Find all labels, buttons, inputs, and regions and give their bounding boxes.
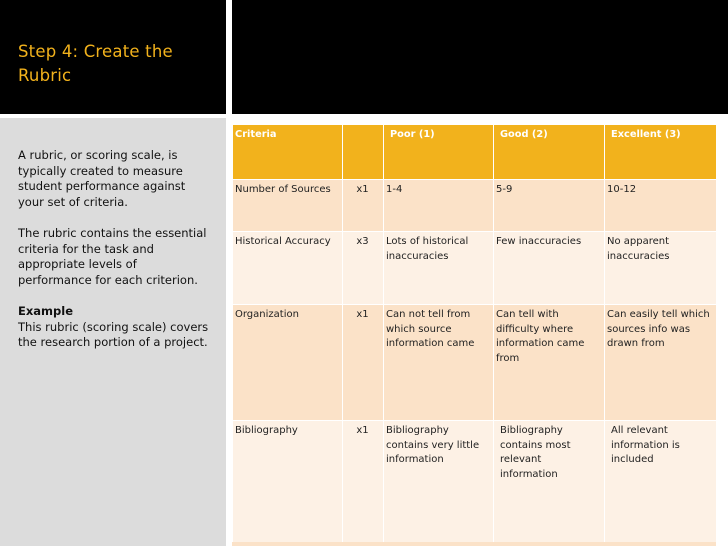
table-header-row	[233, 125, 717, 180]
header-multiplier	[343, 125, 384, 180]
criterion-cell: Bibliography	[233, 421, 343, 544]
good-cell: Bibliography contains most relevant information	[494, 421, 605, 544]
rubric-table	[232, 124, 717, 544]
criterion-cell: Historical Accuracy	[233, 232, 343, 305]
table-bottom-strip	[232, 542, 716, 546]
header-excellent: Excellent (3)	[605, 125, 717, 180]
poor-cell: Can not tell from which source information came	[384, 305, 494, 421]
header-poor: Poor (1)	[384, 125, 494, 180]
table-row	[233, 180, 717, 232]
body-text	[18, 148, 214, 351]
multiplier-cell: x1	[343, 180, 384, 232]
example-text: This rubric (scoring scale) covers the research portion of a project.	[18, 319, 209, 350]
slide-title: Step 4: Create the Rubric	[18, 42, 173, 85]
excellent-cell: No apparent inaccuracies	[605, 232, 717, 305]
header-good: Good (2)	[494, 125, 605, 180]
left-text-panel	[0, 118, 226, 546]
multiplier-cell: x3	[343, 232, 384, 305]
top-right-block	[232, 0, 728, 114]
example-heading: Example	[18, 303, 73, 318]
poor-cell: Lots of historical inaccuracies	[384, 232, 494, 305]
good-cell: Few inaccuracies	[494, 232, 605, 305]
rubric-panel	[232, 118, 728, 546]
excellent-cell: 10-12	[605, 180, 717, 232]
excellent-cell: All relevant information is included	[605, 421, 717, 544]
table-row	[233, 421, 717, 544]
header-criteria: Criteria	[233, 125, 343, 180]
paragraph-rubric-definition: A rubric, or scoring scale, is typically created to measure student performance against your set of criteria.	[18, 148, 186, 209]
good-cell: Can tell with difficulty where information came from	[494, 305, 605, 421]
excellent-cell: Can easily tell which sources info was drawn from	[605, 305, 717, 421]
poor-cell: 1-4	[384, 180, 494, 232]
table-row	[233, 305, 717, 421]
criterion-cell: Number of Sources	[233, 180, 343, 232]
paragraph-rubric-contents: The rubric contains the essential criteria for the task and appropriate levels of performance for each criterion.	[18, 225, 207, 287]
good-cell: 5-9	[494, 180, 605, 232]
multiplier-cell: x1	[343, 421, 384, 544]
table-row	[233, 232, 717, 305]
title-box	[0, 0, 226, 114]
multiplier-cell: x1	[343, 305, 384, 421]
poor-cell: Bibliography contains very little information	[384, 421, 494, 544]
criterion-cell: Organization	[233, 305, 343, 421]
